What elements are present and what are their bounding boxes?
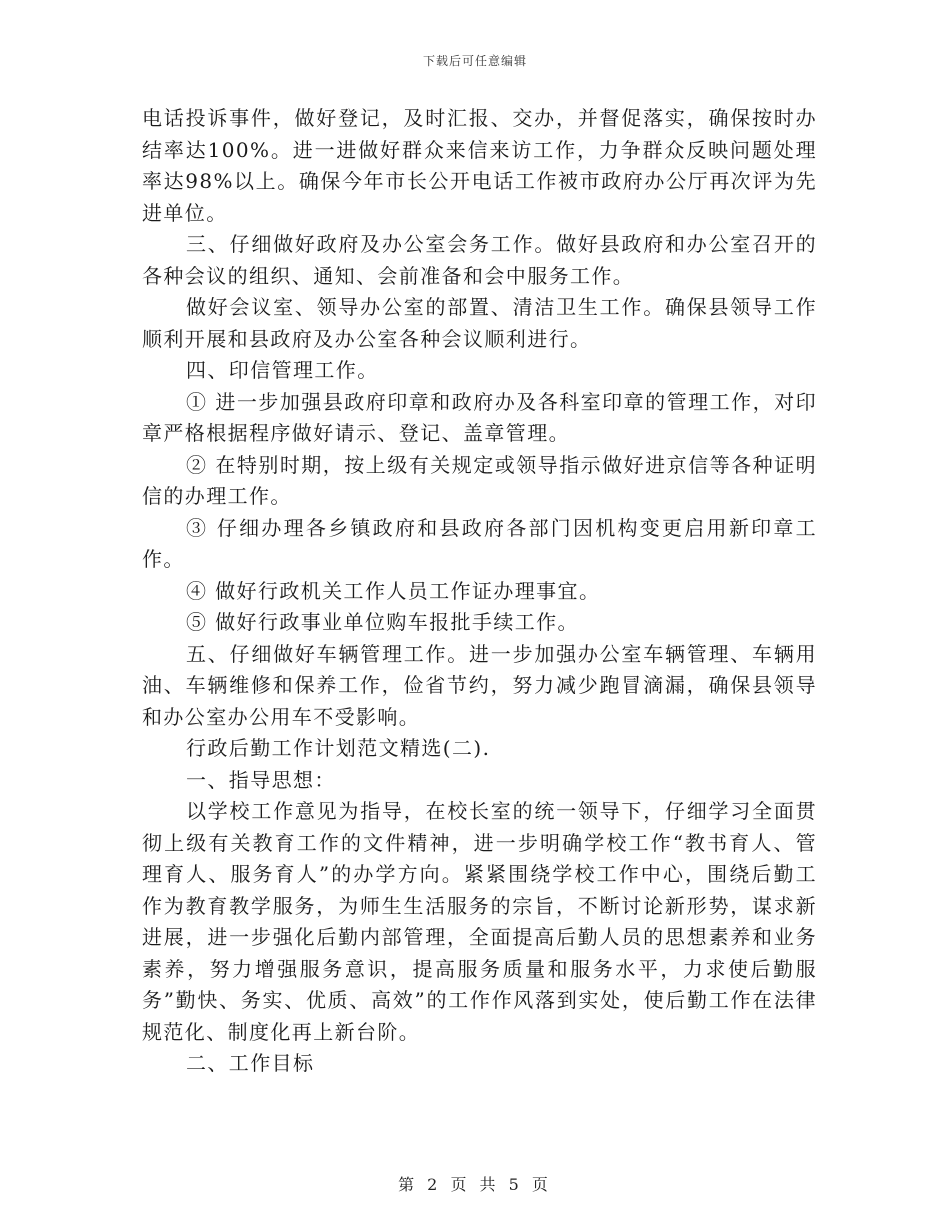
document-body bbox=[142, 103, 817, 1080]
paragraph: 五、仔细做好车辆管理工作。进一步加强办公室车辆管理、车辆用油、车辆维修和保养工作，俭省节约，努力减少跑冒滴漏，确保县领导和办公室办公用车不受影响。 bbox=[142, 641, 817, 729]
paragraph: 四、印信管理工作。 bbox=[186, 358, 379, 382]
paragraph: ④ 做好行政机关工作人员工作证办理事宜。 bbox=[186, 578, 601, 603]
paragraph: ① 进一步加强县政府印章和政府办及各科室印章的管理工作，对印章严格根据程序做好请示、登记、盖章管理。 bbox=[142, 389, 817, 445]
paragraph: ③ 仔细办理各乡镇政府和县政府各部门因机构变更启用新印章工作。 bbox=[142, 515, 817, 571]
paragraph: 行政后勤工作计划范文精选(二). bbox=[186, 736, 491, 760]
paragraph: 二、工作目标 bbox=[186, 1051, 315, 1075]
paragraph: 做好会议室、领导办公室的部置、清洁卫生工作。确保县领导工作顺利开展和县政府及办公室各种会议顺利进行。 bbox=[142, 295, 817, 351]
paragraph: 以学校工作意见为指导，在校长室的统一领导下，仔细学习全面贯彻上级有关教育工作的文件精神，进一步明确学校工作“教书育人、管理育人、服务育人”的办学方向。紧紧围绕学校工作中心，围绕后勤工作为教育教学服务，为师生生活服务的宗旨，不断讨论新形势，谋求新进展，进一步强化后勤内部管理，全面提高后勤人员的思想素养和业务素养，努力增强服务意识，提高服务质量和服务水平，力求使后勤服务”勤快、务实、优质、高效”的工作作风落到实处，使后勤工作在法律规范化、制度化再上新台阶。 bbox=[142, 799, 817, 1044]
page-number: 第 2 页 共 5 页 bbox=[398, 1175, 552, 1194]
paragraph: 电话投诉事件，做好登记，及时汇报、交办，并督促落实，确保按时办结率达100%。进一进做好群众来信来访工作，力争群众反映问题处理率达98%以上。确保今年市长公开电话工作被市政府办公厅再次评为先进单位。 bbox=[142, 106, 817, 225]
page-header: 下载后可任意编辑 bbox=[422, 54, 527, 68]
paragraph: ⑤ 做好行政事业单位购车报批手续工作。 bbox=[186, 610, 579, 634]
paragraph: ② 在特别时期，按上级有关规定或领导指示做好进京信等各种证明信的办理工作。 bbox=[142, 452, 817, 508]
paragraph: 三、仔细做好政府及办公室会务工作。做好县政府和办公室召开的各种会议的组织、通知、会前准备和会中服务工作。 bbox=[142, 232, 817, 288]
paragraph: 一、指导思想： bbox=[186, 767, 336, 792]
